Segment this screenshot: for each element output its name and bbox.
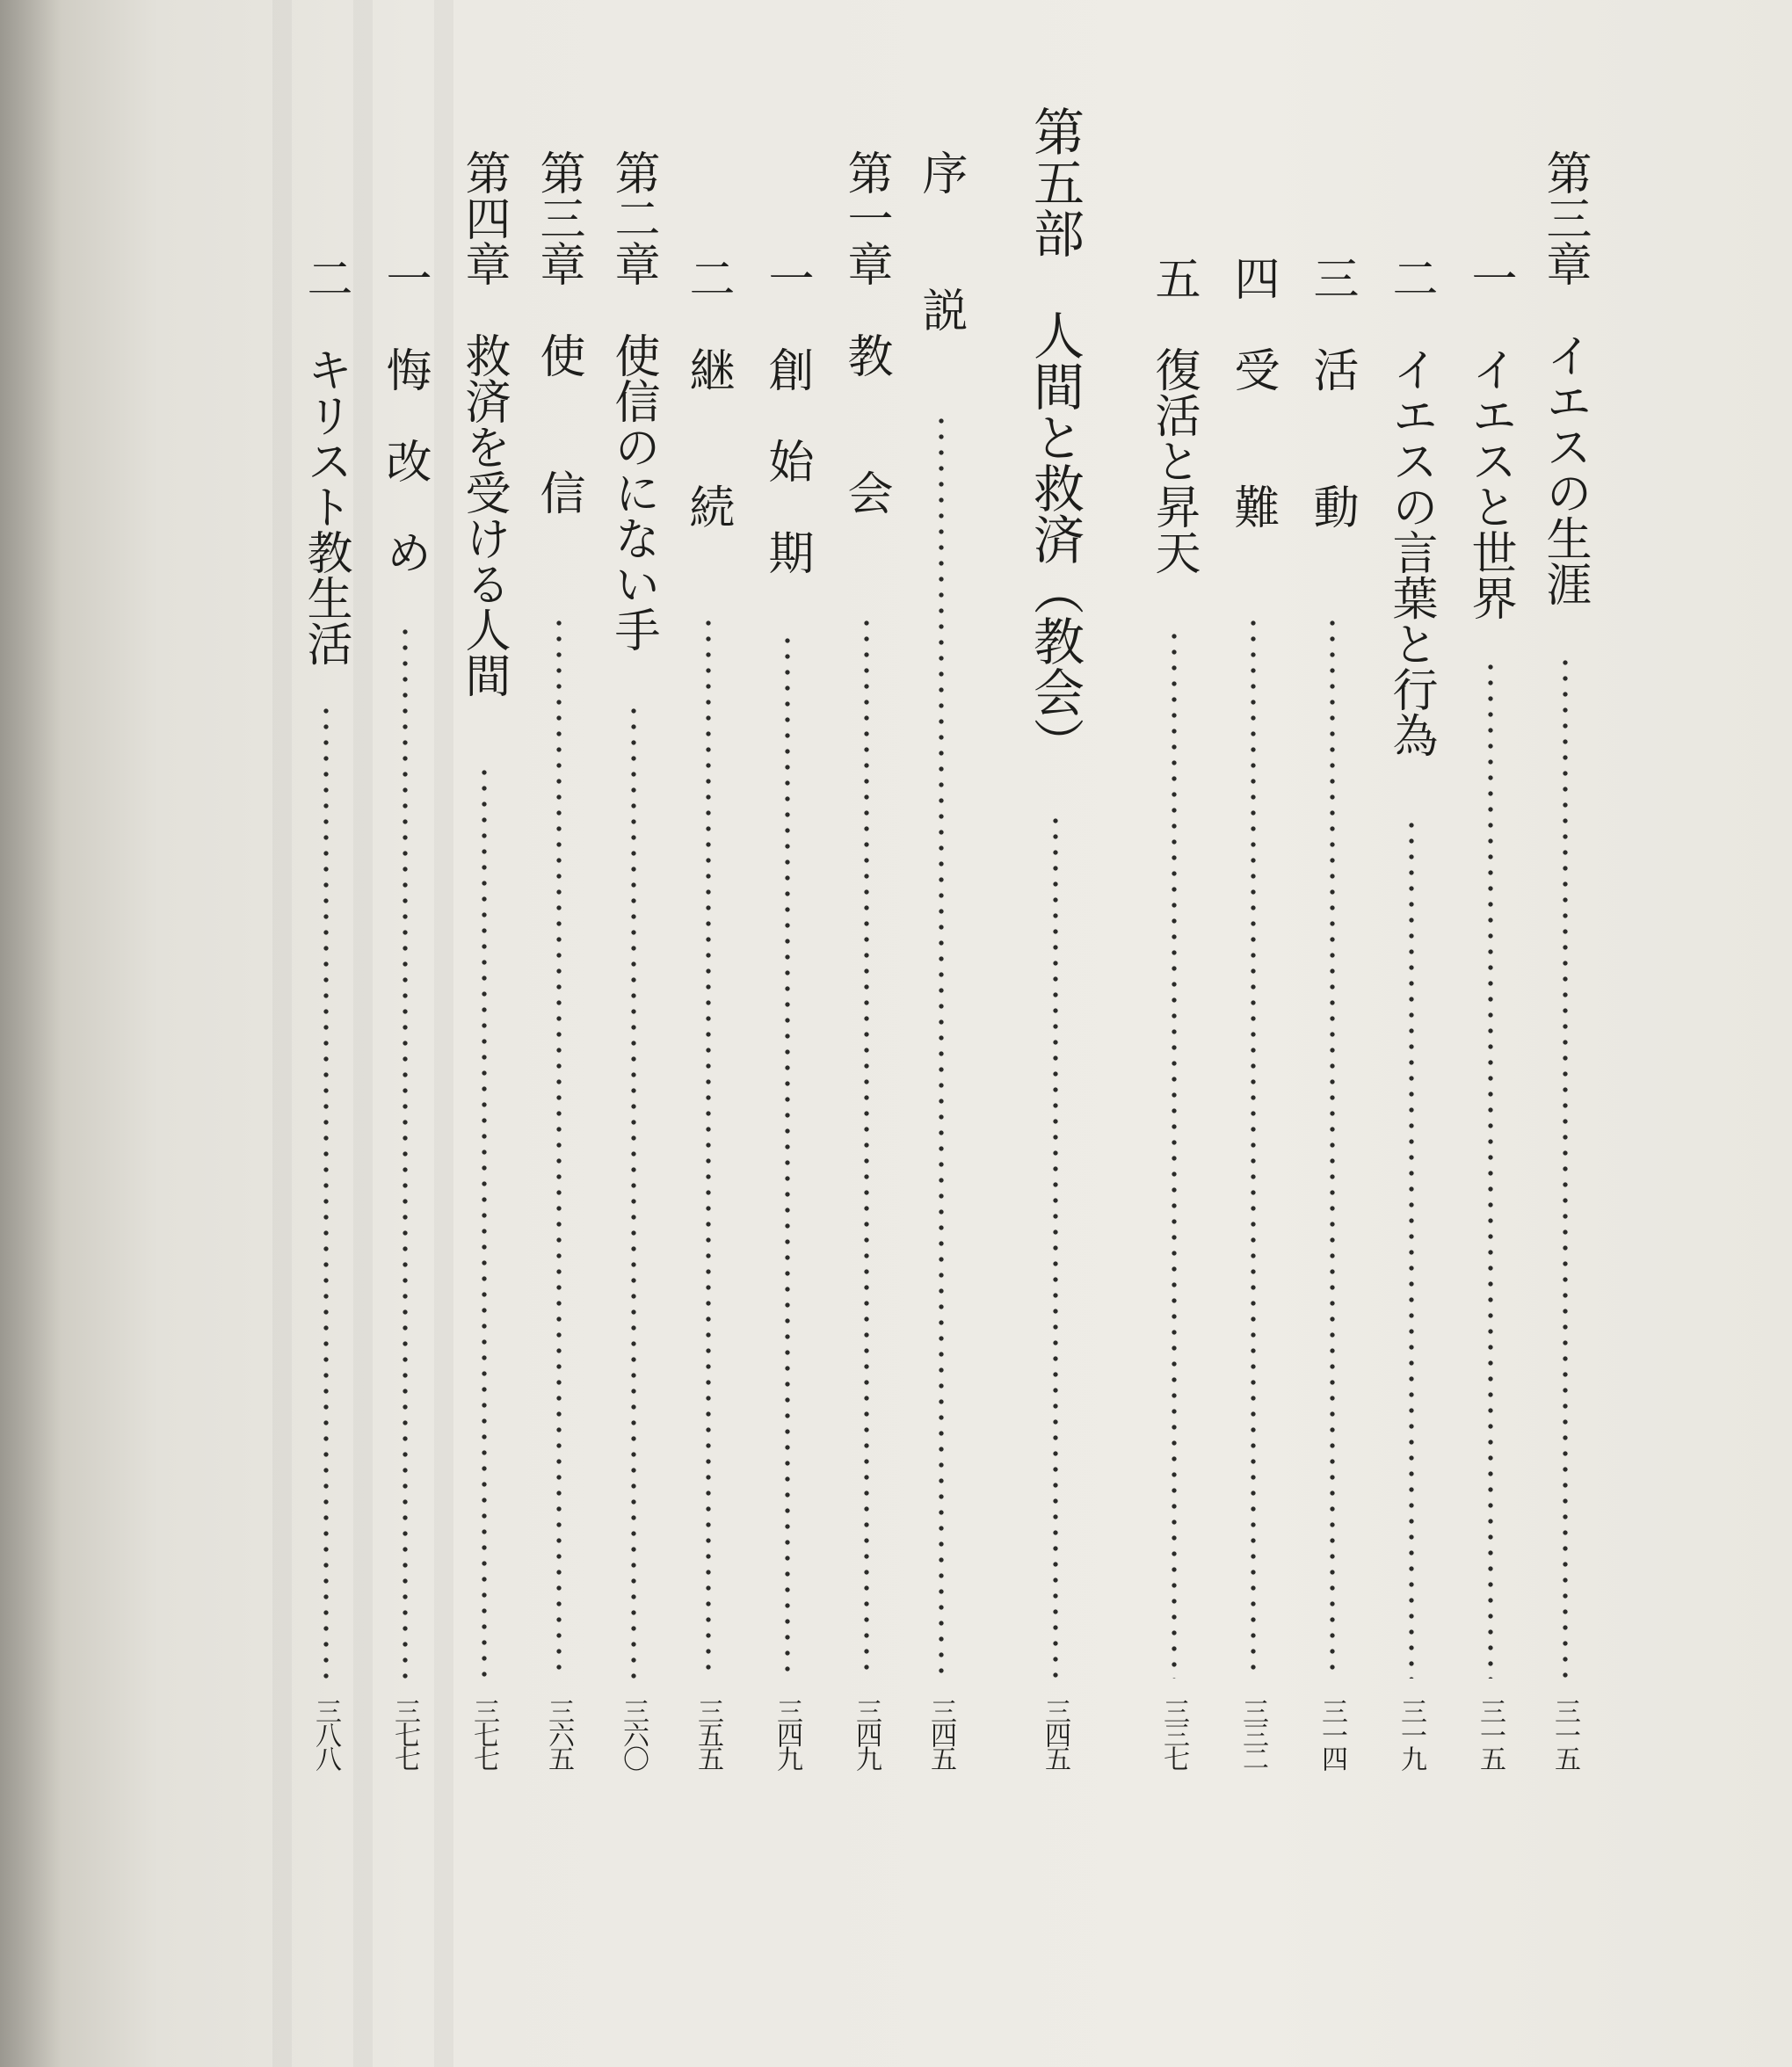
- toc-entry-3-1[interactable]: [1459, 0, 1520, 2067]
- dot-leader: [1487, 659, 1494, 1679]
- toc-entry-3-5[interactable]: [1143, 0, 1204, 2067]
- dot-leader: [1408, 817, 1415, 1679]
- page-number: 三一五: [1475, 1698, 1505, 1769]
- entry-label: 五 復活と昇天: [1147, 255, 1200, 575]
- dot-leader: [705, 615, 712, 1679]
- toc-entry-chapter-3b[interactable]: [527, 0, 589, 2067]
- dot-leader: [784, 633, 791, 1679]
- toc-entry-1-2[interactable]: [677, 0, 738, 2067]
- toc-entry-4-2[interactable]: [294, 0, 356, 2067]
- toc-entry-chapter-3[interactable]: [1534, 0, 1595, 2067]
- dot-leader: [402, 624, 409, 1679]
- toc-entry-3-2[interactable]: [1380, 0, 1441, 2067]
- page-number: 三四五: [1040, 1698, 1070, 1769]
- page-number: 三三七: [1158, 1698, 1189, 1769]
- dot-leader: [323, 703, 330, 1679]
- entry-label: 四 受 難: [1226, 255, 1279, 529]
- toc-entry-3-4[interactable]: [1222, 0, 1283, 2067]
- page-number: 三七七: [468, 1698, 499, 1769]
- dot-leader: [1329, 615, 1336, 1679]
- toc-entry-chapter-1[interactable]: [835, 0, 896, 2067]
- page-number: 三五五: [693, 1698, 723, 1769]
- page-fold-shadow: [0, 0, 62, 2067]
- dot-leader: [1052, 813, 1059, 1679]
- entry-label: 序 説: [914, 149, 967, 332]
- page-number: 三三二: [1237, 1698, 1268, 1769]
- page-number: 三四五: [925, 1698, 956, 1769]
- toc-entry-part-5[interactable]: [1024, 0, 1085, 2067]
- entry-label: 第一章 教 会: [839, 149, 892, 515]
- entry-label: 二 継 続: [681, 255, 734, 529]
- dot-leader: [555, 615, 562, 1679]
- dot-leader: [1171, 628, 1178, 1679]
- toc-entry-chapter-2[interactable]: [602, 0, 664, 2067]
- page-number: 三一五: [1549, 1698, 1580, 1769]
- toc-entry-4-1[interactable]: [374, 0, 435, 2067]
- entry-label: 二 イエスの言葉と行為: [1384, 255, 1437, 758]
- entry-label: 一 悔 改 め: [378, 255, 431, 575]
- page-number: 三八八: [310, 1698, 341, 1769]
- page-number: 三一四: [1317, 1698, 1347, 1769]
- dot-leader: [938, 413, 945, 1679]
- entry-label: 第五部 人間と救済（教会）: [1025, 105, 1085, 768]
- entry-label: 第三章 使 信: [532, 149, 584, 515]
- dot-leader: [481, 765, 488, 1679]
- entry-label: 第四章 救済を受ける人間: [457, 149, 510, 698]
- toc-entry-chapter-4[interactable]: [453, 0, 514, 2067]
- entry-label: 三 活 動: [1305, 255, 1358, 529]
- toc-entry-1-1[interactable]: [756, 0, 817, 2067]
- page-number: 三六五: [543, 1698, 574, 1769]
- entry-label: 第二章 使信のにない手: [606, 149, 659, 652]
- dot-leader: [1250, 615, 1257, 1679]
- page-number: 三六〇: [618, 1698, 649, 1769]
- dot-leader: [630, 703, 637, 1679]
- dot-leader: [863, 615, 870, 1679]
- page-number: 三四九: [772, 1698, 802, 1769]
- page-number: 三七七: [389, 1698, 420, 1769]
- dot-leader: [1562, 655, 1569, 1679]
- page-number: 三四九: [851, 1698, 881, 1769]
- entry-label: 一 イエスと世界: [1463, 255, 1516, 620]
- entry-label: 第三章 イエスの生涯: [1538, 149, 1591, 606]
- entry-label: 一 創 始 期: [760, 255, 813, 575]
- toc-entry-preface[interactable]: [910, 0, 971, 2067]
- page-number: 三一九: [1396, 1698, 1426, 1769]
- toc-entry-3-3[interactable]: [1301, 0, 1362, 2067]
- entry-label: 二 キリスト教生活: [299, 255, 352, 666]
